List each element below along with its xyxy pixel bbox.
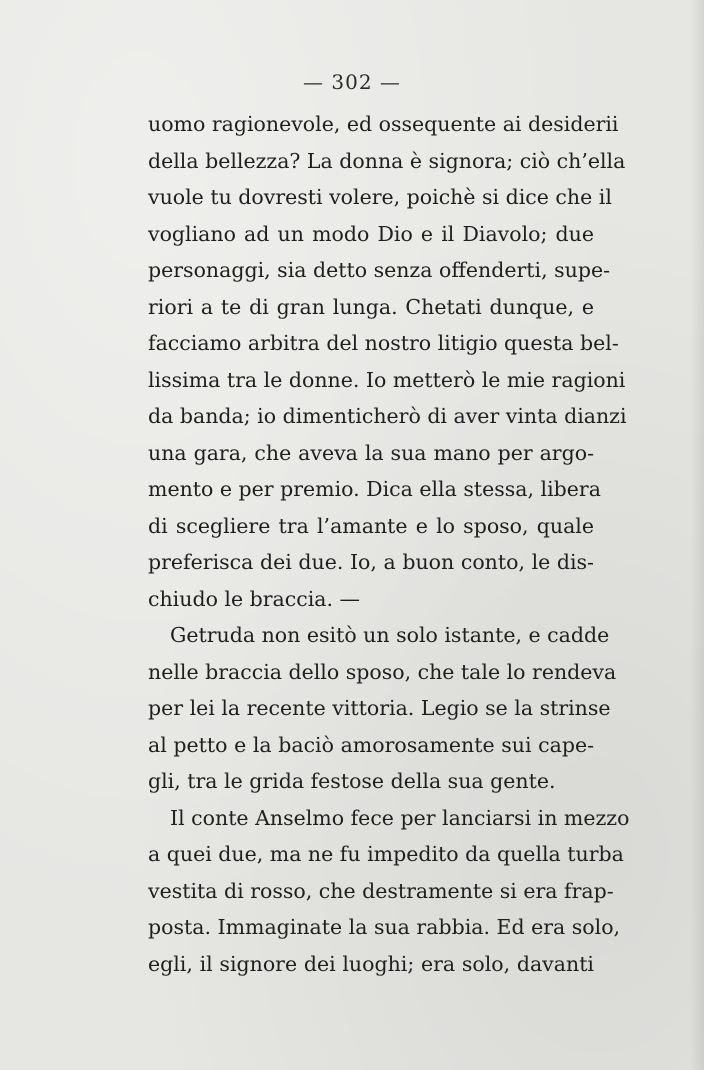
text-line: mento e per premio. Dica ella stessa, libera [148,477,601,501]
text-line: gli, tra le grida festose della sua gente. [148,769,556,793]
text-line: posta. Immaginate la sua rabbia. Ed era solo, [148,915,621,939]
text-line: una gara, che aveva la sua mano per argo- [148,440,594,465]
paragraph-3 [148,800,630,983]
text-line: al petto e la baciò amorosamente sui cape- [148,732,594,757]
paragraph-2 [148,617,617,800]
text-line: a quei due, ma ne fu impedito da quella turba [148,842,624,866]
page-number: — 302 — [303,70,401,94]
page-edge-shadow [690,0,704,1070]
text-line: nelle braccia dello sposo, che tale lo rendeva [148,659,617,684]
text-line: per lei la recente vittoria. Legio se la strinse [148,696,611,720]
text-line: egli, il signore dei luoghi; era solo, davanti [148,951,594,976]
text-line: Il conte Anselmo fece per lanciarsi in mezzo [170,805,630,830]
text-line: vuole tu dovresti volere, poichè si dice che il [148,185,612,209]
text-line: uomo ragionevole, ed ossequente ai desiderii [148,112,619,136]
text-line: preferisca dei due. Io, a buon conto, le dis- [148,550,594,574]
text-line: da banda; io dimenticherò di aver vinta dianzi [148,404,627,428]
text-line: vogliano ad un modo Dio e il Diavolo; due [148,221,594,246]
text-line: personaggi, sia detto senza offenderti, supe- [148,258,611,282]
text-line: lissima tra le donne. Io metterò le mie ragioni [148,367,626,392]
text-line: vestita di rosso, che destramente si era frap- [148,878,614,903]
paragraph-1 [148,106,627,617]
text-line: Getruda non esitò un solo istante, e cadde [170,623,610,647]
text-line: facciamo arbitra del nostro litigio questa bel- [148,331,619,355]
text-line: di scegliere tra l’amante e lo sposo, quale [148,513,594,538]
text-line: riori a te di gran lunga. Chetati dunque, e [148,294,594,319]
body-text [148,106,630,982]
text-line: chiudo le braccia. — [148,586,361,611]
text-line: della bellezza? La donna è signora; ciò ch’ella [148,148,626,173]
